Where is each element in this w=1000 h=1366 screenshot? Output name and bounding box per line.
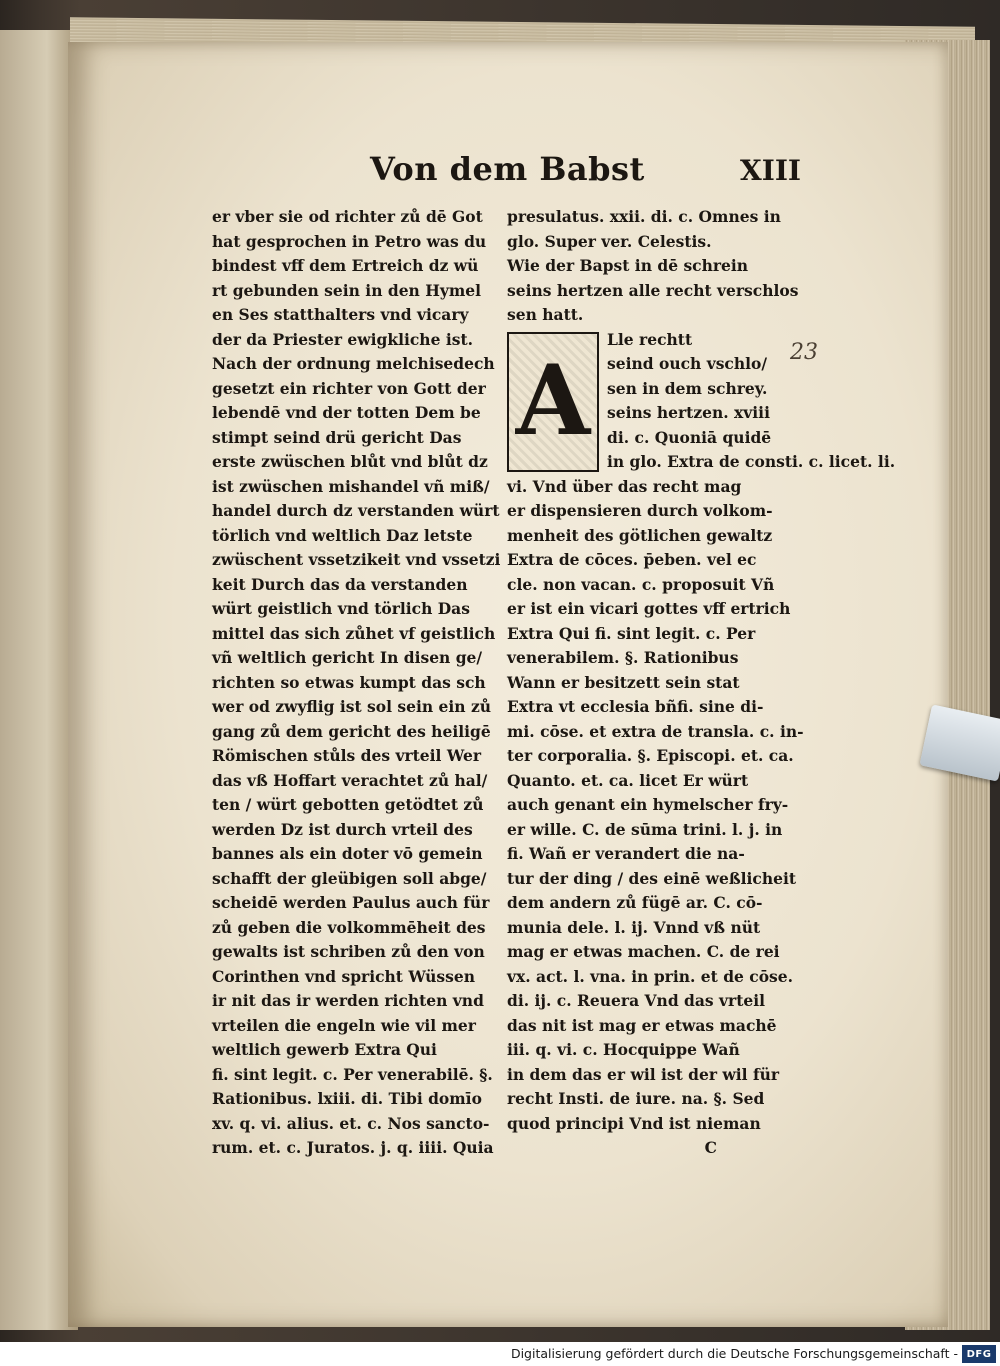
- text-line: das vß Hoffart verachtet zů hal/: [212, 770, 488, 790]
- text-line: in dem das er wil ist der wil für: [507, 1064, 780, 1084]
- text-line: Extra de cōces. p̄eben. vel ec: [507, 550, 757, 569]
- text-line: werden Dz ist durch vrteil des: [212, 819, 473, 839]
- text-line: glo. Super ver. Celestis.: [507, 231, 712, 251]
- text-line: mittel das sich zůhet vf geistlich: [212, 623, 496, 643]
- text-line: er wille. C. de sūma trini. l. j. in: [507, 819, 783, 839]
- text-line: würt geistlich vnd törlich Das: [212, 599, 470, 618]
- text-line: er vber sie od richter zů dē Got: [212, 207, 483, 226]
- text-line: Römischen stůls des vrteil Wer: [212, 746, 481, 765]
- text-line: zwüschent vssetzikeit vnd vssetzi: [212, 550, 501, 569]
- text-line: er dispensieren durch volkom-: [507, 501, 773, 520]
- text-line: sen hatt.: [507, 305, 584, 324]
- dfg-logo: DFG: [962, 1345, 996, 1363]
- text-line: venerabilem. §. Rationibus: [507, 648, 739, 667]
- text-line: das nit ist mag er etwas machē: [507, 1015, 777, 1035]
- text-line: erste zwüschen blůt vnd blůt dz: [212, 452, 488, 471]
- text-line: Lle rechtt: [607, 329, 693, 349]
- text-line: ir nit das ir werden richten vnd: [212, 991, 484, 1010]
- text-line: Extra vt ecclesia bñfi. sine di-: [507, 697, 764, 716]
- text-line: weltlich gewerb Extra Qui: [212, 1040, 437, 1059]
- text-line: ten / würt gebotten getödtet zů: [212, 795, 484, 814]
- text-line: vx. act. l. vna. in prin. et de cōse.: [507, 966, 794, 986]
- running-head: Von dem Babst: [370, 150, 645, 188]
- text-line: vñ weltlich gericht In disen ge/: [212, 648, 483, 667]
- text-line: bindest vff dem Ertreich dz wü: [212, 256, 479, 275]
- text-line: vi. Vnd über das recht mag: [507, 476, 742, 496]
- text-line: tur der ding / des einē weßlicheit: [507, 868, 797, 888]
- text-line: recht Insti. de iure. na. §. Sed: [507, 1089, 765, 1108]
- text-line: wer od zwyflig ist sol sein ein zů: [212, 697, 492, 716]
- text-line: er ist ein vicari gottes vff ertrich: [507, 599, 791, 618]
- text-line: schafft der gleübigen soll abge/: [212, 868, 487, 888]
- text-line: Quanto. et. ca. licet Er würt: [507, 770, 749, 790]
- text-line: gewalts ist schriben zů den von: [212, 942, 485, 961]
- text-line: vrteilen die engeln wie vil mer: [212, 1015, 476, 1035]
- text-line: cle. non vacan. c. proposuit Vñ: [507, 574, 775, 594]
- left-page-edge: [0, 30, 78, 1330]
- text-line: munia dele. l. ij. Vnnd vß nüt: [507, 917, 761, 937]
- text-line: gang zů dem gericht des heiligē: [212, 721, 491, 741]
- text-line: menheit des götlichen gewaltz: [507, 525, 773, 545]
- text-line: iii. q. vi. c. Hocquippe Wañ: [507, 1040, 740, 1059]
- text-line: gesetzt ein richter von Gott der: [212, 378, 486, 398]
- text-line: in glo. Extra de consti. c. licet. li.: [607, 452, 896, 471]
- text-line: Extra Qui fi. sint legit. c. Per: [507, 623, 756, 643]
- text-line: hat gesprochen in Petro was du: [212, 231, 487, 251]
- footer-bar: [0, 1342, 1000, 1366]
- catchword: C: [704, 1138, 717, 1157]
- text-line: rum. et. c. Juratos. j. q. iiii. Quia: [212, 1138, 494, 1157]
- text-line: törlich vnd weltlich Daz letste: [212, 525, 473, 545]
- right-column-body: [507, 475, 804, 1137]
- text-line: en Ses statthalters vnd vicary: [212, 305, 469, 324]
- text-line: zů geben die volkommēheit des: [212, 917, 486, 937]
- text-line: lebendē vnd der totten Dem be: [212, 403, 481, 422]
- text-line: seins hertzen alle recht verschlos: [507, 280, 799, 300]
- left-text-column: [212, 205, 501, 1161]
- text-line: fi. Wañ er verandert die na-: [507, 844, 745, 863]
- text-line: richten so etwas kumpt das sch: [212, 672, 486, 692]
- text-line: Wie der Bapst in dē schrein: [507, 256, 749, 275]
- text-line: mag er etwas machen. C. de rei: [507, 942, 780, 961]
- text-line: presulatus. xxii. di. c. Omnes in: [507, 207, 781, 226]
- text-line: fi. sint legit. c. Per venerabilē. §.: [212, 1064, 493, 1084]
- initial-lines: [607, 328, 895, 475]
- decorated-initial: A: [507, 332, 599, 472]
- text-line: scheidē werden Paulus auch für: [212, 893, 490, 912]
- text-line: di. c. Quoniā quidē: [607, 427, 772, 447]
- text-line: di. ij. c. Reuera Vnd das vrteil: [507, 991, 766, 1010]
- text-line: mi. cōse. et extra de transla. c. in-: [507, 721, 804, 741]
- text-line: Wann er besitzett sein stat: [507, 672, 740, 692]
- folio-number: XIII: [740, 154, 802, 187]
- text-line: sen in dem schrey.: [607, 378, 768, 398]
- footer-credit: Digitalisierung gefördert durch die Deutsche Forschungsgemeinschaft -: [510, 1346, 958, 1361]
- text-line: auch genant ein hymelscher fry-: [507, 795, 789, 814]
- text-line: keit Durch das da verstanden: [212, 574, 468, 594]
- text-line: ist zwüschen mishandel vñ miß/: [212, 476, 490, 496]
- text-line: Corinthen vnd spricht Wüssen: [212, 966, 475, 986]
- text-line: handel durch dz verstanden würt: [212, 501, 500, 520]
- text-line: bannes als ein doter vō gemein: [212, 844, 483, 863]
- text-line: quod principi Vnd ist nieman: [507, 1113, 761, 1133]
- text-line: seind ouch vschlo/: [607, 354, 768, 373]
- text-line: Nach der ordnung melchisedech: [212, 354, 495, 373]
- text-line: ter corporalia. §. Episcopi. et. ca.: [507, 746, 794, 765]
- text-line: Rationibus. lxiii. di. Tibi domīo: [212, 1089, 482, 1108]
- text-line: dem andern zů fügē ar. C. cō-: [507, 893, 763, 912]
- text-line: stimpt seind drü gericht Das: [212, 427, 462, 447]
- text-line: rt gebunden sein in den Hymel: [212, 280, 482, 300]
- text-line: seins hertzen. xviii: [607, 403, 770, 422]
- text-line: der da Priester ewigkliche ist.: [212, 329, 474, 349]
- right-column-top: [507, 205, 799, 328]
- text-line: xv. q. vi. alius. et. c. Nos sancto-: [212, 1113, 490, 1133]
- margin-note: 23: [790, 340, 818, 365]
